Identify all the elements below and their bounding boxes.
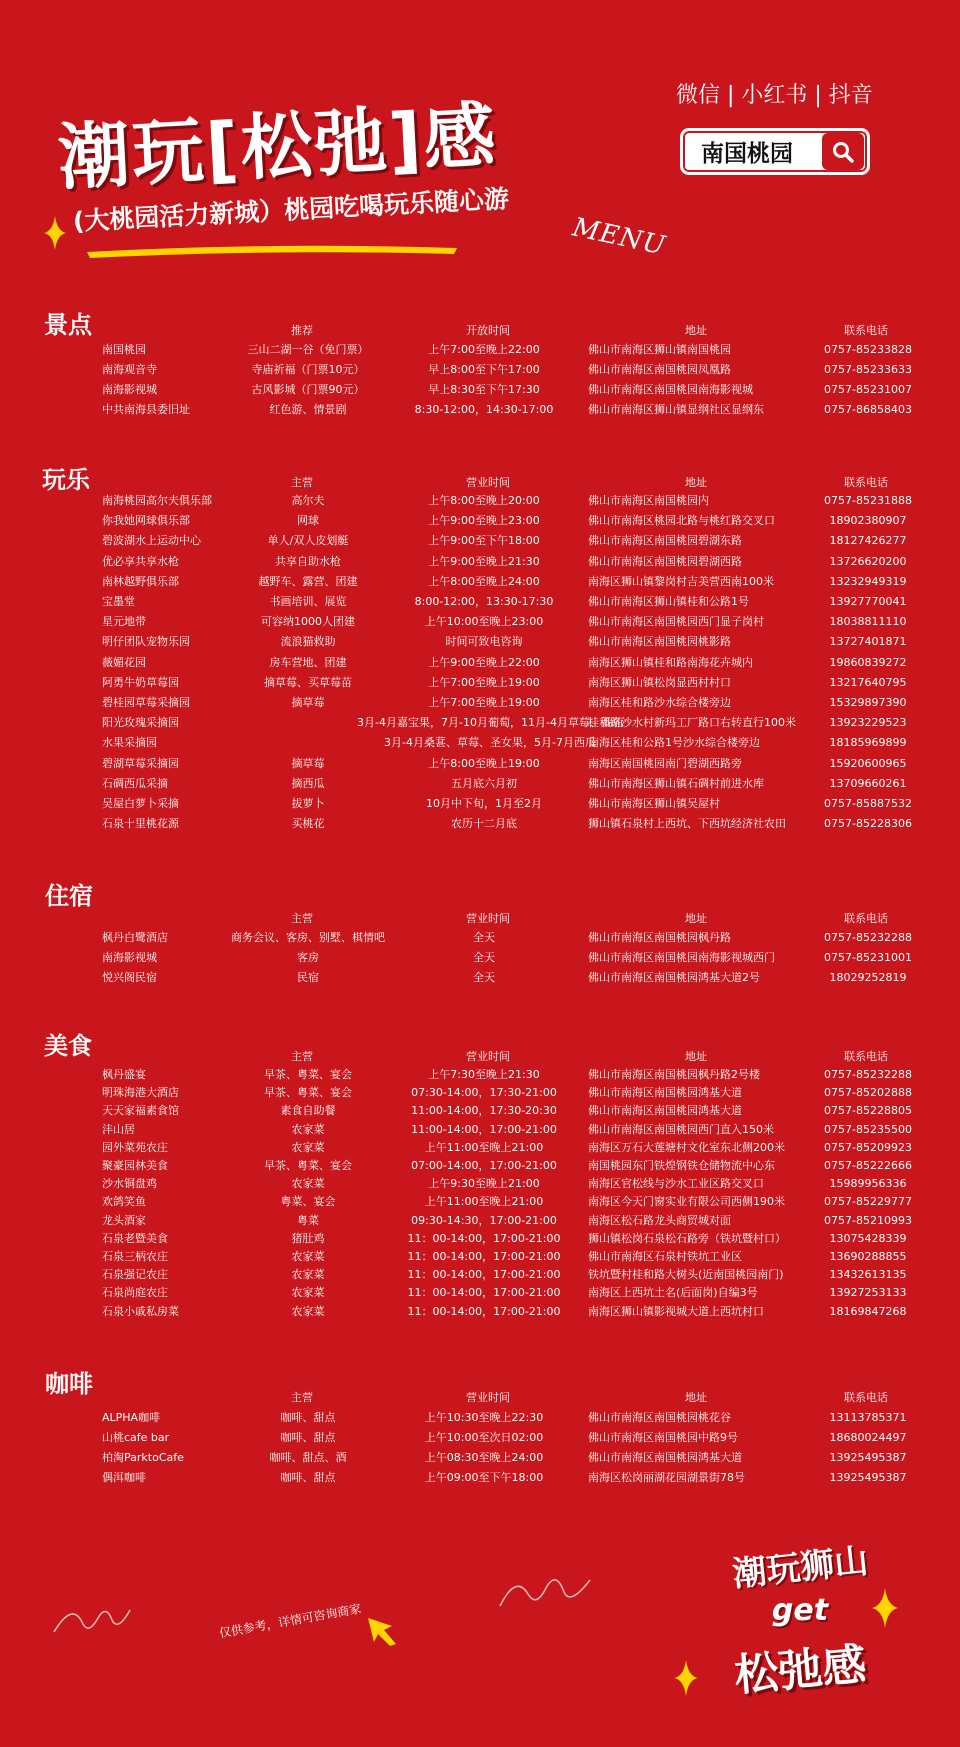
row-phone: 0757-85887532 <box>824 797 912 810</box>
row-hours: 11：00-14:00，17:00-21:00 <box>407 1286 561 1300</box>
row-hours: 上午8:00至晚上20:00 <box>428 494 540 507</box>
row-feature: 古风影城（门票90元） <box>251 383 365 396</box>
row-phone: 15920600965 <box>829 756 907 770</box>
section-title: 景点 <box>44 311 92 339</box>
section-title: 住宿 <box>45 882 93 910</box>
column-header: 地址 <box>685 324 707 337</box>
row-name: 欢鸽笑鱼 <box>102 1195 146 1209</box>
row-address: 佛山市南海区南国桃园西门显子岗村 <box>588 615 764 629</box>
row-phone: 18169847268 <box>829 1304 907 1318</box>
row-hours: 上午08:30至晚上24:00 <box>424 1451 544 1464</box>
row-name: 枫丹盛宴 <box>102 1068 146 1081</box>
table-row <box>0 674 960 692</box>
row-feature: 单人/双人皮划艇 <box>267 534 349 548</box>
row-hours: 07:30-14:00，17:30-21:00 <box>411 1086 557 1100</box>
social-platforms: 微信 | 小红书 | 抖音 <box>676 83 873 108</box>
row-phone: 18902380907 <box>829 514 907 528</box>
column-header: 营业时间 <box>466 476 510 489</box>
row-address: 佛山市南海区南国桃园西门直入150米 <box>588 1122 774 1136</box>
row-address: 佛山市南海区南国桃园鸿基大道 <box>588 1104 742 1118</box>
row-address: 狮山镇松岗石泉松石路旁（铁坑暨村口） <box>588 1231 786 1245</box>
row-name: 你我她网球俱乐部 <box>102 514 190 528</box>
row-feature: 粤菜 <box>297 1213 319 1227</box>
row-address: 南海区南国桃园南门碧湖西路旁 <box>588 756 742 770</box>
row-address: 南海区桂和路沙水综合楼旁边 <box>588 696 731 709</box>
search-text: 南国桃园 <box>701 141 793 167</box>
row-feature: 农家菜 <box>291 1250 325 1263</box>
table-header <box>0 474 960 492</box>
row-feature: 高尔夫 <box>291 494 325 507</box>
row-name: 石泉尚庭农庄 <box>102 1286 168 1300</box>
table-row <box>0 734 960 752</box>
hero-title: 潮玩[松弛]感 <box>55 92 500 200</box>
row-hours: 11：00-14:00，17:00-21:00 <box>407 1304 561 1318</box>
row-name: 园外菜苑农庄 <box>102 1140 168 1154</box>
row-address: 佛山市南海区南国桃园鸿基大道2号 <box>588 971 760 984</box>
row-address: 佛山市南海区南国桃园碧湖西路 <box>588 554 742 568</box>
table-row <box>0 1469 960 1487</box>
row-phone: 13927253133 <box>829 1286 907 1300</box>
row-phone: 18038811110 <box>829 615 907 629</box>
row-address: 南海区桂和公路1号沙水综合楼旁边 <box>588 736 760 750</box>
disclaimer-note: 仅供参考，详情可咨询商家 <box>217 1601 363 1641</box>
table-row <box>0 694 960 712</box>
row-hours: 上午10:30至晚上22:30 <box>424 1411 544 1424</box>
row-phone: 0757-85232288 <box>824 931 912 944</box>
sparkle-icon <box>44 216 66 250</box>
table-row <box>0 492 960 510</box>
hero-underline-brush <box>82 240 462 260</box>
row-phone: 13232949319 <box>829 574 907 588</box>
row-feature: 网球 <box>297 514 319 528</box>
row-feature: 商务会议、客房、别墅、棋情吧 <box>231 931 385 944</box>
row-feature: 早茶、粤菜、宴会 <box>264 1086 352 1100</box>
row-name: 龙头酒家 <box>102 1213 146 1227</box>
table-header <box>0 1048 960 1066</box>
row-hours: 8:30-12:00，14:30-17:00 <box>414 403 554 416</box>
menu-script: MENU <box>569 212 669 262</box>
table-row <box>0 815 960 833</box>
row-name: 明仔团队宠物乐园 <box>102 635 190 649</box>
table-row <box>0 613 960 631</box>
row-name: 石泉强记农庄 <box>102 1268 168 1282</box>
row-name: 碧湖草莓采摘园 <box>102 756 179 770</box>
row-phone: 15329897390 <box>829 696 907 709</box>
row-phone: 13925495387 <box>829 1471 907 1484</box>
row-name: 南海影视城 <box>102 951 157 964</box>
table-row <box>0 633 960 651</box>
column-header: 营业时间 <box>466 912 510 925</box>
table-row <box>0 593 960 611</box>
row-address: 佛山市南海区狮山镇吴屋村 <box>588 797 720 810</box>
row-address: 铁坑暨村桂和路大树头(近南国桃园南门) <box>588 1268 784 1282</box>
row-name: 石碉西瓜采摘 <box>102 776 168 790</box>
table-row <box>0 401 960 419</box>
row-name: 优必享共享水枪 <box>102 554 179 568</box>
row-hours: 10月中下旬，1月至2月 <box>426 797 542 810</box>
row-feature: 摘草莓 <box>291 756 325 770</box>
sparkle-icon <box>872 1588 898 1628</box>
row-address: 佛山市南海区南国桃园南海影视城 <box>588 383 753 396</box>
row-address: 南海区狮山镇松岗显西村村口 <box>588 675 731 689</box>
sparkle-icon <box>674 1660 698 1696</box>
loop-doodle-icon <box>52 1600 132 1640</box>
section-title: 咖啡 <box>45 1370 93 1398</box>
row-hours: 上午7:00至晚上22:00 <box>428 343 540 356</box>
search-icon[interactable] <box>822 133 864 170</box>
row-feature: 农家菜 <box>291 1177 325 1191</box>
row-phone: 13923229523 <box>829 716 907 730</box>
row-name: 吴屋白萝卜采摘 <box>102 797 179 810</box>
row-hours: 上午11:00至晚上21:00 <box>424 1195 544 1209</box>
table-row <box>0 949 960 967</box>
row-name: 石泉老暨美食 <box>102 1231 168 1245</box>
search-box[interactable] <box>680 128 870 175</box>
row-phone: 13927770041 <box>829 595 907 608</box>
row-phone: 0757-85235500 <box>824 1122 912 1136</box>
row-phone: 18185969899 <box>829 736 907 750</box>
table-row <box>0 1449 960 1467</box>
table-row <box>0 381 960 399</box>
sticker-line-1: 潮玩狮山 <box>730 1540 871 1595</box>
column-header: 营业时间 <box>466 1391 510 1404</box>
table-row <box>0 1230 960 1248</box>
row-hours: 09:30-14:30，17:00-21:00 <box>411 1213 557 1227</box>
row-feature: 咖啡、甜点 <box>280 1471 336 1484</box>
column-header: 营业时间 <box>466 1050 510 1063</box>
table-header <box>0 322 960 340</box>
table-row <box>0 573 960 591</box>
row-phone: 19860839272 <box>829 655 907 669</box>
row-address: 佛山市南海区南国桃园枫丹路 <box>588 931 731 944</box>
row-feature: 猪肚鸡 <box>291 1231 325 1245</box>
table-row <box>0 341 960 359</box>
table-row <box>0 1066 960 1084</box>
table-row <box>0 795 960 813</box>
column-header: 联系电话 <box>844 1391 888 1404</box>
row-name: 星元地带 <box>102 615 146 629</box>
row-feature: 房车营地、团建 <box>269 655 347 669</box>
row-phone: 0757-85228306 <box>824 817 912 831</box>
row-name: 天天家福素食馆 <box>102 1104 179 1118</box>
row-hours: 上午10:00至晚上23:00 <box>424 615 544 629</box>
row-name: 聚豪园林美食 <box>102 1159 168 1172</box>
row-hours: 上午8:00至晚上19:00 <box>428 756 540 770</box>
row-address: 佛山市南海区南国桃园内 <box>588 494 709 507</box>
row-feature: 可容纳1000人团建 <box>261 615 355 629</box>
row-hours: 上午8:00至晚上24:00 <box>428 574 540 588</box>
table-row <box>0 1212 960 1230</box>
table-row <box>0 1248 960 1266</box>
table-row <box>0 1193 960 1211</box>
column-header: 主营 <box>291 476 313 489</box>
row-address: 南海区松石路龙头商贸城对面 <box>588 1213 731 1227</box>
arrow-swoosh-icon <box>362 1610 402 1650</box>
row-name: 山桃cafe bar <box>102 1431 170 1444</box>
row-feature: 咖啡、甜点 <box>280 1431 336 1444</box>
column-header: 地址 <box>685 1050 707 1063</box>
row-address: 佛山市南海区南国桃园鸿基大道 <box>588 1086 742 1100</box>
column-header: 主营 <box>291 1391 313 1404</box>
section-title: 玩乐 <box>42 466 90 494</box>
row-address: 南海区官松线与沙水工业区路交叉口 <box>588 1177 764 1191</box>
row-hours: 8:00-12:00，13:30-17:30 <box>414 595 554 608</box>
row-phone: 13690288855 <box>829 1250 907 1263</box>
row-phone: 13726620200 <box>829 554 907 568</box>
row-address: 南海区今天门窗实业有限公司西侧190米 <box>588 1195 785 1209</box>
row-feature: 农家菜 <box>291 1122 325 1136</box>
row-feature: 3月-4月嘉宝果，7月-10月葡萄，11月-4月草莓、番茄 <box>357 716 623 730</box>
row-address: 桂和路沙水村新玛工厂路口右转直行100米 <box>588 716 796 730</box>
row-address: 佛山市南海区南国桃园桃影路 <box>588 635 731 649</box>
row-phone: 0757-85231007 <box>824 383 912 396</box>
row-name: 碧桂园草莓采摘园 <box>102 696 190 709</box>
table-row <box>0 714 960 732</box>
row-feature: 农家菜 <box>291 1286 325 1300</box>
row-name: 柏淘ParktoCafe <box>102 1451 184 1464</box>
row-name: 石泉小戚私房菜 <box>102 1304 179 1318</box>
row-feature: 民宿 <box>297 971 319 984</box>
row-feature: 买桃花 <box>291 817 325 831</box>
row-phone: 0757-85228805 <box>824 1104 912 1118</box>
row-phone: 13925495387 <box>829 1451 907 1464</box>
row-hours: 全天 <box>473 951 495 964</box>
row-hours: 上午09:00至下午18:00 <box>424 1471 544 1484</box>
row-phone: 18029252819 <box>829 971 907 984</box>
table-row <box>0 929 960 947</box>
row-address: 佛山市南海区狮山镇桂和公路1号 <box>588 595 749 608</box>
row-address: 佛山市南海区狮山镇显纲社区显纲东 <box>588 403 764 416</box>
row-name: 沙水铜盘鸡 <box>102 1177 157 1191</box>
row-hours: 11:00-14:00，17:00-21:00 <box>411 1122 557 1136</box>
table-row <box>0 1409 960 1427</box>
column-header: 推荐 <box>291 324 313 337</box>
row-name: 中共南海县委旧址 <box>102 403 190 416</box>
row-name: 明珠海港大酒店 <box>102 1086 179 1100</box>
table-row <box>0 1175 960 1193</box>
row-feature: 农家菜 <box>291 1304 325 1318</box>
column-header: 联系电话 <box>844 1050 888 1063</box>
row-hours: 全天 <box>473 971 495 984</box>
row-name: 偶洱咖啡 <box>102 1471 146 1484</box>
row-name: 薇媚花园 <box>102 655 146 669</box>
row-phone: 0757-86858403 <box>824 403 912 416</box>
row-phone: 13727401871 <box>829 635 907 649</box>
row-name: 枫丹白鹭酒店 <box>102 931 168 944</box>
row-phone: 13217640795 <box>829 675 907 689</box>
table-row <box>0 755 960 773</box>
row-name: 碧波湖水上运动中心 <box>102 534 201 548</box>
row-hours: 上午9:00至晚上23:00 <box>428 514 540 528</box>
column-header: 联系电话 <box>844 324 888 337</box>
row-address: 佛山市南海区南国桃园南海影视城西门 <box>588 951 775 964</box>
row-feature: 红色游、情景剧 <box>269 403 347 416</box>
row-phone: 13432613135 <box>829 1268 907 1282</box>
row-address: 南海区狮山镇桂和路南海花卉城内 <box>588 655 753 669</box>
column-header: 地址 <box>685 1391 707 1404</box>
row-phone: 13075428339 <box>829 1231 907 1245</box>
row-phone: 18127426277 <box>829 534 907 548</box>
row-feature: 农家菜 <box>291 1268 325 1282</box>
row-feature: 早茶、粤菜、宴会 <box>264 1159 352 1172</box>
row-name: 南海影视城 <box>102 383 157 396</box>
row-name: 石泉三柄农庄 <box>102 1250 168 1263</box>
row-feature: 早茶、粤菜、宴会 <box>264 1068 352 1081</box>
row-address: 佛山市南海区南国桃园碧湖东路 <box>588 534 742 548</box>
table-row <box>0 1284 960 1302</box>
row-name: 水果采摘园 <box>102 736 157 750</box>
row-hours: 上午7:00至晚上19:00 <box>428 696 540 709</box>
row-address: 佛山市南海区南国桃园桃花谷 <box>588 1411 731 1424</box>
row-address: 佛山市南海区狮山镇石碉村前进水库 <box>588 776 764 790</box>
sticker-line-3: 松弛感 <box>732 1639 869 1702</box>
row-name: 沣山居 <box>102 1122 135 1136</box>
sticker-badge <box>700 1540 900 1702</box>
row-name: 石泉十里桃花源 <box>102 817 179 831</box>
table-row <box>0 775 960 793</box>
row-hours: 上午9:00至晚上21:30 <box>428 554 540 568</box>
row-phone: 0757-85209923 <box>824 1140 912 1154</box>
row-phone: 13113785371 <box>829 1411 907 1424</box>
table-row <box>0 1139 960 1157</box>
row-hours: 早上8:00至下午17:00 <box>428 363 540 376</box>
row-feature: 越野车、露营、团建 <box>258 574 358 588</box>
column-header: 联系电话 <box>844 476 888 489</box>
table-row <box>0 1266 960 1284</box>
row-hours: 早上8:30至下午17:30 <box>428 383 540 396</box>
row-phone: 0757-85233828 <box>824 343 912 356</box>
row-name: 南林越野俱乐部 <box>102 574 179 588</box>
row-address: 佛山市南海区桃园北路与桃红路交叉口 <box>588 514 775 528</box>
row-feature: 农家菜 <box>291 1140 325 1154</box>
row-hours: 上午11:00至晚上21:00 <box>424 1140 544 1154</box>
table-row <box>0 654 960 672</box>
row-name: 宝墨堂 <box>102 595 135 608</box>
table-row <box>0 1121 960 1139</box>
table-row <box>0 1084 960 1102</box>
row-hours: 11：00-14:00，17:00-21:00 <box>407 1231 561 1245</box>
row-feature: 客房 <box>297 951 319 964</box>
row-feature: 3月-4月桑葚、草莓、圣女果，5月-7月西瓜 <box>384 736 596 750</box>
row-feature: 流浪猫救助 <box>280 635 336 649</box>
table-row <box>0 1429 960 1447</box>
row-address: 南海区上西坑土名(后面岗)自编3号 <box>588 1286 758 1300</box>
column-header: 主营 <box>291 1050 313 1063</box>
row-name: 南海桃园高尔夫俱乐部 <box>102 494 212 507</box>
column-header: 联系电话 <box>844 912 888 925</box>
row-address: 南海区狮山镇影视城大道上西坑村口 <box>588 1304 764 1318</box>
row-hours: 07:00-14:00，17:00-21:00 <box>411 1159 557 1172</box>
row-name: ALPHA咖啡 <box>102 1411 161 1424</box>
row-feature: 粤菜、宴会 <box>280 1195 336 1209</box>
row-feature: 摘西瓜 <box>291 776 325 790</box>
row-phone: 0757-85232288 <box>824 1068 912 1081</box>
row-address: 佛山市南海区南国桃园鸿基大道 <box>588 1451 742 1464</box>
row-phone: 0757-85222666 <box>824 1159 912 1172</box>
column-header: 地址 <box>685 912 707 925</box>
row-phone: 15989956336 <box>829 1177 907 1191</box>
row-phone: 18680024497 <box>829 1431 907 1444</box>
row-feature: 寺庙祈福（门票10元） <box>251 363 365 376</box>
row-hours: 全天 <box>473 931 495 944</box>
row-hours: 11:00-14:00，17:30-20:30 <box>411 1104 557 1118</box>
row-feature: 摘草莓 <box>291 696 325 709</box>
table-row <box>0 553 960 571</box>
table-row <box>0 1102 960 1120</box>
row-address: 佛山市南海区石泉村铁坑工业区 <box>588 1250 742 1263</box>
column-header: 主营 <box>291 912 313 925</box>
row-name: 阳光玫瑰采摘园 <box>102 716 179 730</box>
row-hours: 上午7:00至晚上19:00 <box>428 675 540 689</box>
hero-subtitle: (大桃园活力新城）桃园吃喝玩乐随心游 <box>72 184 510 236</box>
row-address: 佛山市南海区狮山镇南国桃园 <box>588 343 731 356</box>
table-row <box>0 532 960 550</box>
row-hours: 上午9:30至晚上21:00 <box>428 1177 540 1191</box>
row-name: 悦兴阁民宿 <box>102 971 157 984</box>
row-phone: 13709660261 <box>829 776 907 790</box>
row-hours: 五月底六月初 <box>451 776 517 790</box>
row-address: 南海区万石大莲塘村文化室东北侧200米 <box>588 1140 785 1154</box>
section-title: 美食 <box>44 1032 92 1060</box>
table-row <box>0 969 960 987</box>
column-header: 开放时间 <box>466 324 510 337</box>
row-name: 南海观音寺 <box>102 363 157 376</box>
row-feature: 摘草莓、买草莓苗 <box>264 675 352 689</box>
row-name: 阿勇牛奶草莓园 <box>102 675 179 689</box>
row-address: 南国桃园东门铁煌钢铁仓储物流中心东 <box>588 1159 775 1172</box>
sticker-line-2: get <box>771 1593 829 1628</box>
row-phone: 0757-85231001 <box>824 951 912 964</box>
row-address: 佛山市南海区南国桃园枫丹路2号楼 <box>588 1068 760 1081</box>
row-address: 佛山市南海区南国桃园凤凰路 <box>588 363 731 376</box>
row-feature: 书画培训、展览 <box>269 595 347 608</box>
row-feature: 咖啡、甜点、酒 <box>269 1451 347 1464</box>
row-phone: 0757-85231888 <box>824 494 912 507</box>
table-header <box>0 910 960 928</box>
row-hours: 11：00-14:00，17:00-21:00 <box>407 1250 561 1263</box>
row-phone: 0757-85210993 <box>824 1213 912 1227</box>
row-hours: 上午9:00至下午18:00 <box>428 534 540 548</box>
row-hours: 11：00-14:00，17:00-21:00 <box>407 1268 561 1282</box>
row-address: 南海区狮山镇黎岗村吉美营西南100米 <box>588 574 774 588</box>
row-phone: 0757-85233633 <box>824 363 912 376</box>
row-address: 狮山镇石泉村上西坑、下西坑经济社农田 <box>588 817 786 831</box>
row-address: 南海区松岗丽湖花园湖景街78号 <box>588 1471 745 1484</box>
row-name: 南国桃园 <box>102 343 146 356</box>
row-phone: 0757-85202888 <box>824 1086 912 1100</box>
row-hours: 时间可致电咨询 <box>445 635 523 649</box>
row-address: 佛山市南海区南国桃园中路9号 <box>588 1431 738 1444</box>
table-row <box>0 512 960 530</box>
row-feature: 共享自助水枪 <box>275 554 341 568</box>
loop-doodle-icon <box>498 1568 593 1613</box>
row-phone: 0757-85229777 <box>824 1195 912 1209</box>
row-feature: 拔萝卜 <box>291 797 325 810</box>
table-header <box>0 1389 960 1407</box>
row-feature: 三山二湖一谷（免门票） <box>247 343 369 356</box>
table-row <box>0 1303 960 1321</box>
column-header: 地址 <box>685 476 707 489</box>
row-hours: 农历十二月底 <box>451 817 517 831</box>
table-row <box>0 1157 960 1175</box>
row-feature: 咖啡、甜点 <box>280 1411 336 1424</box>
row-hours: 上午10:00至次日02:00 <box>424 1431 544 1444</box>
table-row <box>0 361 960 379</box>
row-hours: 上午9:00至晚上22:00 <box>428 655 540 669</box>
row-hours: 上午7:30至晚上21:30 <box>428 1068 540 1081</box>
row-feature: 素食自助餐 <box>280 1104 336 1118</box>
